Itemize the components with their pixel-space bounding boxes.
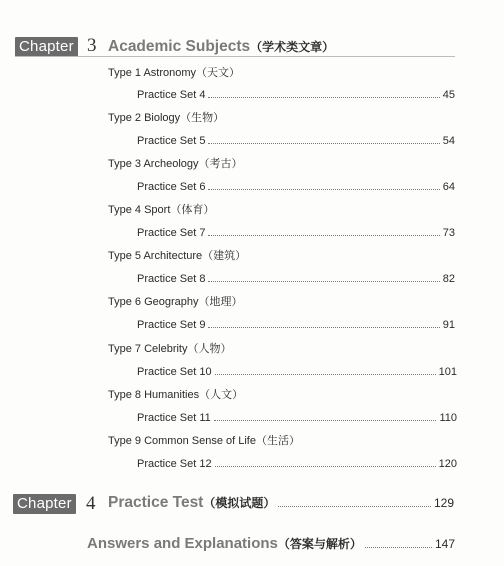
dot-leader [208, 97, 439, 98]
toc-set-10[interactable] [137, 365, 457, 379]
dot-leader [208, 235, 439, 236]
page-number: 110 [439, 412, 457, 424]
dot-leader [208, 327, 439, 328]
dot-leader [214, 420, 437, 421]
toc-type-8: Type 8 Humanities（人文） [108, 389, 244, 401]
dot-leader [215, 374, 436, 375]
chapter-4-number: 4 [86, 493, 96, 514]
dot-leader [365, 547, 432, 548]
toc-type-6: Type 6 Geography（地理） [108, 296, 243, 308]
chapter-3-title-en: Academic Subjects [108, 38, 251, 55]
set-label: Practice Set 6 [137, 181, 206, 193]
answers-title-cn: （答案与解析） [277, 537, 362, 551]
chapter-4-title-cn: （模拟试题） [203, 496, 276, 510]
set-label: Practice Set 7 [137, 227, 206, 239]
dot-leader [208, 143, 439, 144]
toc-type-2: Type 2 Biology（生物） [108, 112, 225, 124]
toc-set-9[interactable] [137, 318, 455, 332]
toc-type-5: Type 5 Architecture（建筑） [108, 250, 247, 262]
page-number: 73 [442, 227, 455, 239]
page-number: 82 [442, 273, 455, 285]
page-number: 101 [438, 366, 457, 378]
page-number: 45 [442, 89, 455, 101]
toc-set-4[interactable] [137, 88, 455, 102]
set-label: Practice Set 4 [137, 89, 206, 101]
chapter-3-badge: Chapter [15, 37, 78, 57]
toc-set-12[interactable] [137, 457, 457, 471]
chapter-3-rule [15, 56, 455, 57]
chapter-4-title [108, 494, 275, 512]
set-label: Practice Set 10 [137, 366, 212, 378]
answers-title [87, 535, 362, 552]
toc-type-1: Type 1 Astronomy（天文） [108, 67, 241, 79]
page-number: 91 [442, 319, 455, 331]
set-label: Practice Set 12 [137, 458, 212, 470]
chapter-4-badge: Chapter [13, 494, 76, 514]
set-label: Practice Set 8 [137, 273, 206, 285]
chapter-3-title-cn: （学术类文章） [250, 40, 335, 54]
toc-set-7[interactable] [137, 226, 455, 240]
toc-type-3: Type 3 Archeology（考古） [108, 158, 243, 170]
dot-leader [215, 466, 436, 467]
dot-leader [278, 506, 431, 507]
page-number: 120 [438, 458, 457, 470]
page-number: 54 [442, 135, 455, 147]
set-label: Practice Set 9 [137, 319, 206, 331]
toc-set-5[interactable] [137, 134, 455, 148]
toc-type-4: Type 4 Sport（体育） [108, 204, 215, 216]
answers-title-en: Answers and Explanations [87, 535, 278, 552]
dot-leader [208, 189, 439, 190]
toc-type-9: Type 9 Common Sense of Life（生活） [108, 435, 300, 447]
toc-chapter-4[interactable] [108, 494, 454, 512]
chapter-4-title-en: Practice Test [108, 494, 204, 511]
toc-set-11[interactable] [137, 411, 457, 425]
page-number: 147 [434, 537, 455, 551]
set-label: Practice Set 5 [137, 135, 206, 147]
toc-set-8[interactable] [137, 272, 455, 286]
toc-type-7: Type 7 Celebrity（人物） [108, 343, 232, 355]
toc-set-6[interactable] [137, 180, 455, 194]
dot-leader [208, 281, 439, 282]
chapter-3-number: 3 [87, 35, 97, 56]
page-number: 64 [442, 181, 455, 193]
set-label: Practice Set 11 [137, 412, 211, 424]
chapter-3-title [108, 38, 334, 56]
page-number: 129 [433, 496, 454, 510]
toc-answers[interactable] [87, 535, 455, 552]
